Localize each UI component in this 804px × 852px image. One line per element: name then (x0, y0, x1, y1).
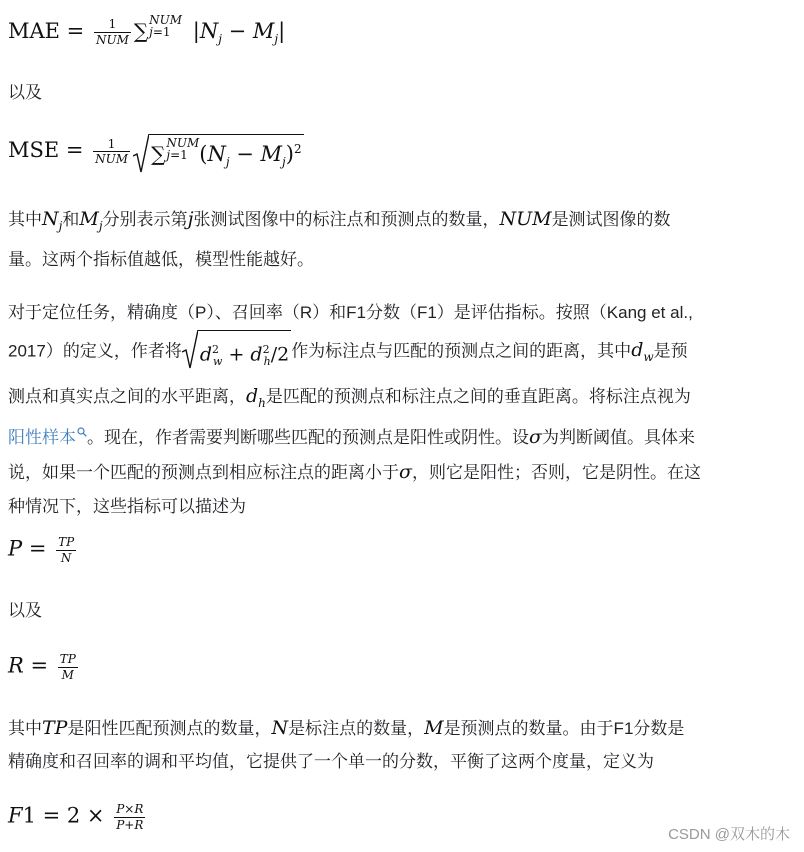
csdn-watermark: CSDN @双木的木 (668, 826, 790, 843)
connector-text: 以及 (8, 83, 42, 102)
formula-f1: F1 = 2 × $\frac{P\times R}{P+R}$ (8, 802, 144, 832)
connector-text: 以及 (8, 601, 42, 620)
paragraph-1: 其中$N_j$和$M_j$分别表示第j张测试图像中的标注点和预测点的数量，NUM是测试图像的数 量。这两个指标值越低，模型性能越好。 (8, 208, 671, 269)
formula-mse: MSE = $\frac{1}{\text{NUM}}$ ∑ NUM j=1 $(N_j - M_j)^2$ (8, 134, 796, 169)
formula-recall: R = $\frac{TP}{M}$ (8, 652, 76, 682)
paragraph-2: 对于定位任务，精确度（P）、召回率（R）和F1分数（F1）是评估指标。按照（Kang et al., 2017）的定义，作者将 $d^2_w + d^2_h/2$ 作为标注点与匹配的预测点之间的距离，其中$d_w$是预 测点和真实点之间的水平距离，$d_h$是匹配的预测点和标注点之间的垂直距离。将标注点视为 阳性样本 。现在，作者需要判断哪些匹配的预测点是阳性或阴性。设σ为判断阈值。具体来 说，如果一个匹配的预测点到相应标注点的距离小于σ，则它是阳性；否则，它是阴性。在这 种情况下，这些指标可以描述为 (8, 303, 701, 516)
sqrt-radical-icon (133, 134, 149, 174)
formula-mae: MAE = $\frac{1}{\text{NUM}}$ ∑ NUM j=1 $|N_j - M_j|$ (8, 13, 286, 47)
paragraph-3: 其中TP是阳性匹配预测点的数量，N是标注点的数量，M是预测点的数量。由于F1分数是 精确度和召回率的调和平均值，它提供了一个单一的分数，平衡了这两个度量，定义为 (8, 717, 685, 771)
formula-precision: P = $\frac{TP}{N}$ (8, 535, 75, 565)
sqrt-radical-icon (182, 330, 198, 370)
search-icon (77, 427, 87, 437)
positive-sample-link[interactable]: 阳性样本 (8, 428, 87, 447)
